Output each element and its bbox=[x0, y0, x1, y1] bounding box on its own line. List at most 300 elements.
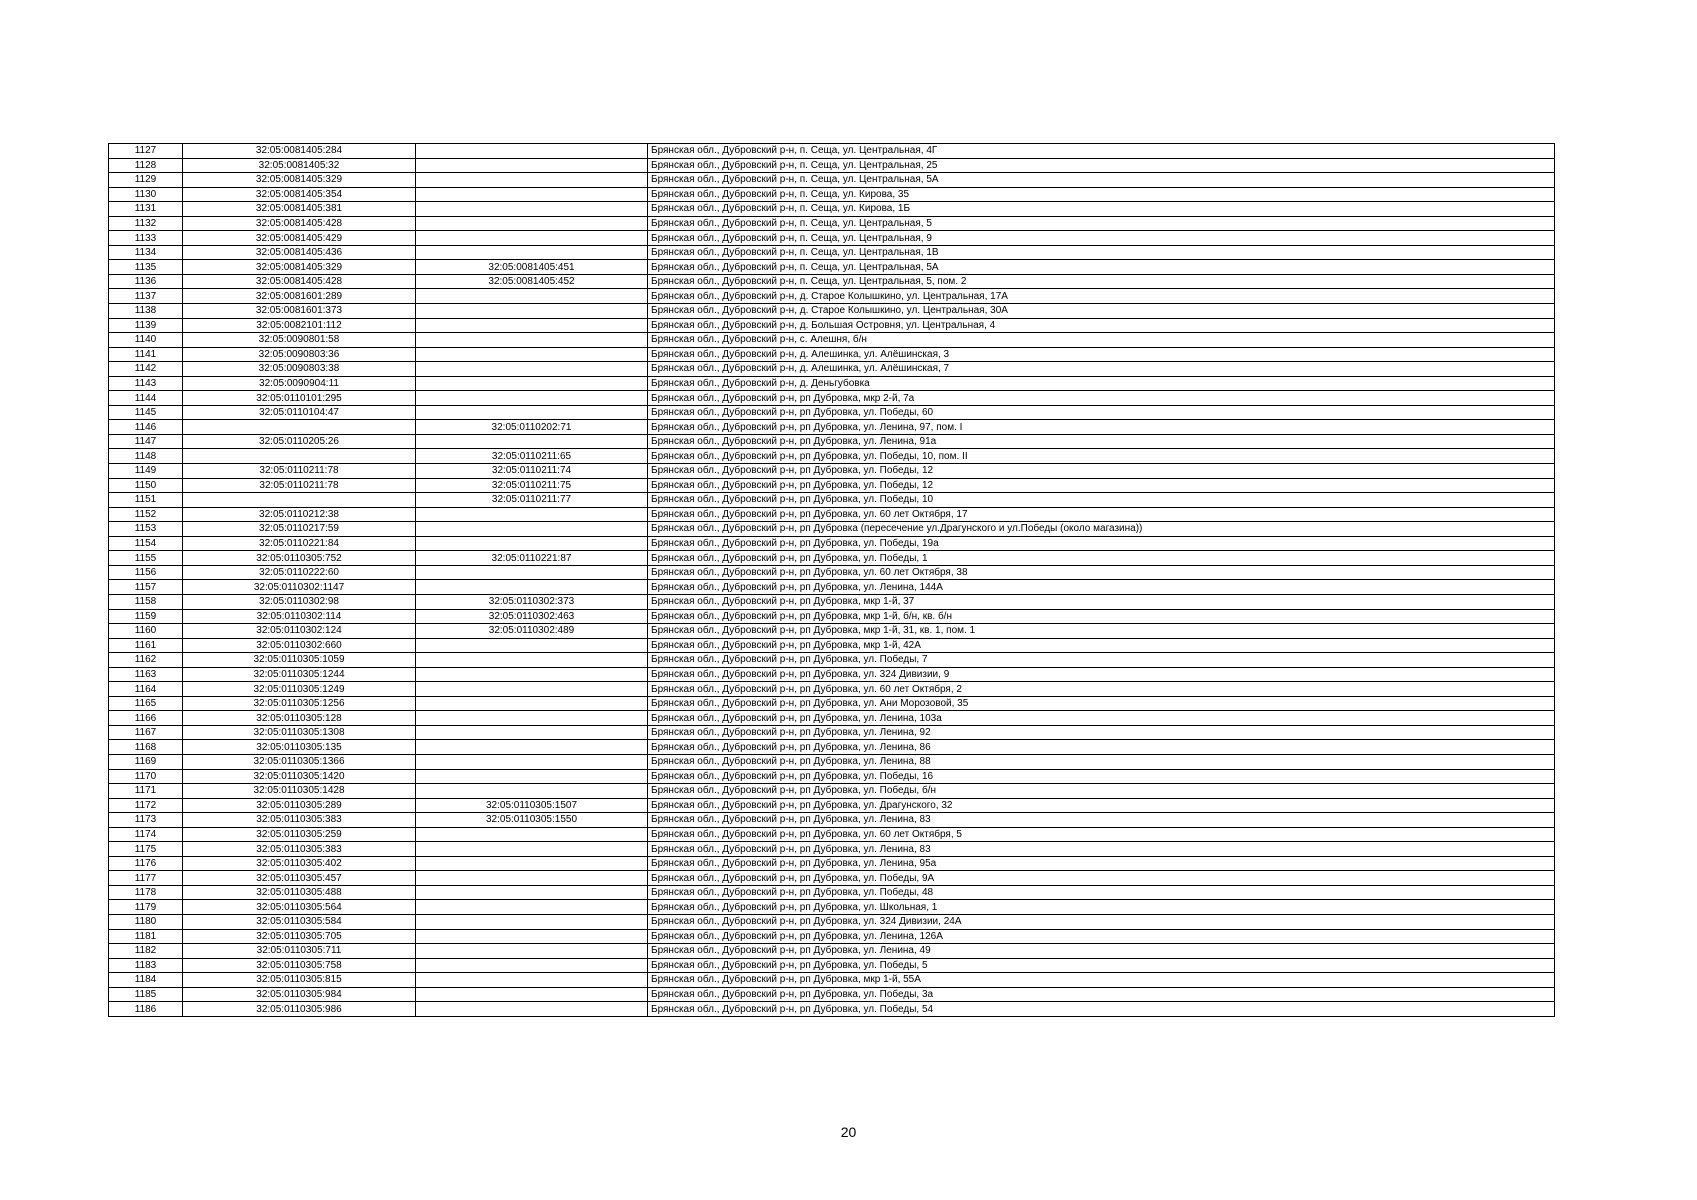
related-cadastral-number-cell: 32:05:0110211:75 bbox=[416, 478, 648, 493]
cadastral-number-cell: 32:05:0110305:705 bbox=[183, 929, 416, 944]
related-cadastral-number-cell bbox=[416, 391, 648, 406]
related-cadastral-number-cell bbox=[416, 158, 648, 173]
table-row bbox=[109, 231, 1555, 246]
row-number-cell: 1165 bbox=[109, 696, 183, 711]
related-cadastral-number-cell bbox=[416, 754, 648, 769]
cadastral-number-cell: 32:05:0110302:124 bbox=[183, 624, 416, 639]
related-cadastral-number-cell bbox=[416, 725, 648, 740]
row-number-cell: 1178 bbox=[109, 885, 183, 900]
address-cell: Брянская обл., Дубровский р-н, рп Дубровка, ул. Ленина, 49 bbox=[648, 944, 1555, 959]
table-row bbox=[109, 304, 1555, 319]
cadastral-number-cell: 32:05:0110302:114 bbox=[183, 609, 416, 624]
cadastral-number-cell bbox=[183, 420, 416, 435]
related-cadastral-number-cell bbox=[416, 347, 648, 362]
address-cell: Брянская обл., Дубровский р-н, рп Дубровка, ул. Победы, б/н bbox=[648, 784, 1555, 799]
address-cell: Брянская обл., Дубровский р-н, рп Дубровка, мкр 1-й, 55А bbox=[648, 973, 1555, 988]
table-row bbox=[109, 754, 1555, 769]
address-cell: Брянская обл., Дубровский р-н, рп Дубровка, ул. 60 лет Октября, 17 bbox=[648, 507, 1555, 522]
related-cadastral-number-cell bbox=[416, 769, 648, 784]
table-row bbox=[109, 784, 1555, 799]
related-cadastral-number-cell bbox=[416, 362, 648, 377]
row-number-cell: 1167 bbox=[109, 725, 183, 740]
related-cadastral-number-cell bbox=[416, 696, 648, 711]
address-cell: Брянская обл., Дубровский р-н, рп Дубровка, ул. Ленина, 92 bbox=[648, 725, 1555, 740]
table-row bbox=[109, 565, 1555, 580]
table-row bbox=[109, 958, 1555, 973]
cadastral-number-cell: 32:05:0110305:1366 bbox=[183, 754, 416, 769]
related-cadastral-number-cell bbox=[416, 231, 648, 246]
row-number-cell: 1146 bbox=[109, 420, 183, 435]
table-row bbox=[109, 653, 1555, 668]
cadastral-number-cell: 32:05:0110302:1147 bbox=[183, 580, 416, 595]
cadastral-number-cell: 32:05:0090803:36 bbox=[183, 347, 416, 362]
registry-table-body bbox=[109, 144, 1555, 1017]
row-number-cell: 1148 bbox=[109, 449, 183, 464]
related-cadastral-number-cell bbox=[416, 914, 648, 929]
table-row bbox=[109, 318, 1555, 333]
address-cell: Брянская обл., Дубровский р-н, п. Сеща, ул. Центральная, 5 bbox=[648, 216, 1555, 231]
row-number-cell: 1159 bbox=[109, 609, 183, 624]
cadastral-number-cell: 32:05:0110305:986 bbox=[183, 1002, 416, 1017]
cadastral-number-cell: 32:05:0110305:1308 bbox=[183, 725, 416, 740]
table-row bbox=[109, 536, 1555, 551]
row-number-cell: 1156 bbox=[109, 565, 183, 580]
table-row bbox=[109, 900, 1555, 915]
row-number-cell: 1134 bbox=[109, 245, 183, 260]
address-cell: Брянская обл., Дубровский р-н, рп Дубровка, ул. Победы, 1 bbox=[648, 551, 1555, 566]
cadastral-number-cell: 32:05:0110302:98 bbox=[183, 594, 416, 609]
address-cell: Брянская обл., Дубровский р-н, рп Дубровка, ул. 324 Дивизии, 9 bbox=[648, 667, 1555, 682]
row-number-cell: 1154 bbox=[109, 536, 183, 551]
row-number-cell: 1131 bbox=[109, 202, 183, 217]
address-cell: Брянская обл., Дубровский р-н, д. Старое Колышкино, ул. Центральная, 17А bbox=[648, 289, 1555, 304]
row-number-cell: 1180 bbox=[109, 914, 183, 929]
address-cell: Брянская обл., Дубровский р-н, рп Дубровка, ул. Победы, 10, пом. II bbox=[648, 449, 1555, 464]
table-row bbox=[109, 638, 1555, 653]
related-cadastral-number-cell bbox=[416, 958, 648, 973]
address-cell: Брянская обл., Дубровский р-н, рп Дубровка, мкр 1-й, 42А bbox=[648, 638, 1555, 653]
related-cadastral-number-cell bbox=[416, 144, 648, 159]
related-cadastral-number-cell bbox=[416, 333, 648, 348]
address-cell: Брянская обл., Дубровский р-н, п. Сеща, ул. Центральная, 4Г bbox=[648, 144, 1555, 159]
row-number-cell: 1173 bbox=[109, 813, 183, 828]
address-cell: Брянская обл., Дубровский р-н, рп Дубровка (пересечение ул.Драгунского и ул.Победы (около магазина)) bbox=[648, 522, 1555, 537]
cadastral-number-cell: 32:05:0110305:457 bbox=[183, 871, 416, 886]
row-number-cell: 1136 bbox=[109, 274, 183, 289]
related-cadastral-number-cell: 32:05:0110302:489 bbox=[416, 624, 648, 639]
row-number-cell: 1177 bbox=[109, 871, 183, 886]
address-cell: Брянская обл., Дубровский р-н, рп Дубровка, ул. Победы, 54 bbox=[648, 1002, 1555, 1017]
table-row bbox=[109, 856, 1555, 871]
cadastral-number-cell: 32:05:0110305:135 bbox=[183, 740, 416, 755]
table-row bbox=[109, 158, 1555, 173]
related-cadastral-number-cell: 32:05:0110211:65 bbox=[416, 449, 648, 464]
row-number-cell: 1144 bbox=[109, 391, 183, 406]
table-row bbox=[109, 944, 1555, 959]
related-cadastral-number-cell bbox=[416, 304, 648, 319]
row-number-cell: 1133 bbox=[109, 231, 183, 246]
table-row bbox=[109, 711, 1555, 726]
address-cell: Брянская обл., Дубровский р-н, д. Деньгубовка bbox=[648, 376, 1555, 391]
related-cadastral-number-cell bbox=[416, 682, 648, 697]
address-cell: Брянская обл., Дубровский р-н, рп Дубровка, ул. Ленина, 103а bbox=[648, 711, 1555, 726]
row-number-cell: 1162 bbox=[109, 653, 183, 668]
address-cell: Брянская обл., Дубровский р-н, рп Дубровка, ул. Ленина, 88 bbox=[648, 754, 1555, 769]
cadastral-number-cell: 32:05:0081405:284 bbox=[183, 144, 416, 159]
address-cell: Брянская обл., Дубровский р-н, рп Дубровка, ул. Победы, 60 bbox=[648, 405, 1555, 420]
row-number-cell: 1170 bbox=[109, 769, 183, 784]
related-cadastral-number-cell bbox=[416, 405, 648, 420]
cadastral-number-cell: 32:05:0110305:383 bbox=[183, 842, 416, 857]
table-row bbox=[109, 551, 1555, 566]
row-number-cell: 1175 bbox=[109, 842, 183, 857]
related-cadastral-number-cell bbox=[416, 842, 648, 857]
table-row bbox=[109, 594, 1555, 609]
address-cell: Брянская обл., Дубровский р-н, рп Дубровка, ул. Ленина, 91а bbox=[648, 434, 1555, 449]
cadastral-number-cell: 32:05:0090803:38 bbox=[183, 362, 416, 377]
cadastral-number-cell: 32:05:0082101:112 bbox=[183, 318, 416, 333]
related-cadastral-number-cell bbox=[416, 507, 648, 522]
row-number-cell: 1153 bbox=[109, 522, 183, 537]
cadastral-number-cell bbox=[183, 449, 416, 464]
registry-table bbox=[108, 143, 1555, 1017]
address-cell: Брянская обл., Дубровский р-н, рп Дубровка, ул. Ленина, 83 bbox=[648, 842, 1555, 857]
cadastral-number-cell: 32:05:0110305:711 bbox=[183, 944, 416, 959]
related-cadastral-number-cell: 32:05:0110211:74 bbox=[416, 464, 648, 479]
cadastral-number-cell: 32:05:0110305:1428 bbox=[183, 784, 416, 799]
related-cadastral-number-cell bbox=[416, 1002, 648, 1017]
table-row bbox=[109, 798, 1555, 813]
address-cell: Брянская обл., Дубровский р-н, п. Сеща, ул. Центральная, 5, пом. 2 bbox=[648, 274, 1555, 289]
address-cell: Брянская обл., Дубровский р-н, рп Дубровка, ул. Победы, 3а bbox=[648, 987, 1555, 1002]
row-number-cell: 1147 bbox=[109, 434, 183, 449]
row-number-cell: 1128 bbox=[109, 158, 183, 173]
cadastral-number-cell: 32:05:0081405:32 bbox=[183, 158, 416, 173]
cadastral-number-cell: 32:05:0110305:128 bbox=[183, 711, 416, 726]
cadastral-number-cell: 32:05:0110217:59 bbox=[183, 522, 416, 537]
table-row bbox=[109, 391, 1555, 406]
address-cell: Брянская обл., Дубровский р-н, рп Дубровка, ул. Школьная, 1 bbox=[648, 900, 1555, 915]
table-row bbox=[109, 842, 1555, 857]
address-cell: Брянская обл., Дубровский р-н, рп Дубровка, ул. Победы, 12 bbox=[648, 478, 1555, 493]
table-row bbox=[109, 929, 1555, 944]
table-row bbox=[109, 885, 1555, 900]
address-cell: Брянская обл., Дубровский р-н, рп Дубровка, ул. Победы, 9А bbox=[648, 871, 1555, 886]
row-number-cell: 1135 bbox=[109, 260, 183, 275]
address-cell: Брянская обл., Дубровский р-н, рп Дубровка, ул. Победы, 48 bbox=[648, 885, 1555, 900]
table-row bbox=[109, 987, 1555, 1002]
cadastral-number-cell: 32:05:0081405:354 bbox=[183, 187, 416, 202]
address-cell: Брянская обл., Дубровский р-н, рп Дубровка, ул. 60 лет Октября, 2 bbox=[648, 682, 1555, 697]
address-cell: Брянская обл., Дубровский р-н, п. Сеща, ул. Центральная, 9 bbox=[648, 231, 1555, 246]
related-cadastral-number-cell bbox=[416, 187, 648, 202]
cadastral-number-cell: 32:05:0110305:488 bbox=[183, 885, 416, 900]
row-number-cell: 1168 bbox=[109, 740, 183, 755]
address-cell: Брянская обл., Дубровский р-н, рп Дубровка, ул. Ленина, 97, пом. I bbox=[648, 420, 1555, 435]
related-cadastral-number-cell bbox=[416, 202, 648, 217]
table-row bbox=[109, 420, 1555, 435]
table-row bbox=[109, 609, 1555, 624]
row-number-cell: 1158 bbox=[109, 594, 183, 609]
row-number-cell: 1164 bbox=[109, 682, 183, 697]
row-number-cell: 1143 bbox=[109, 376, 183, 391]
cadastral-number-cell: 32:05:0110205:26 bbox=[183, 434, 416, 449]
cadastral-number-cell: 32:05:0081601:289 bbox=[183, 289, 416, 304]
cadastral-number-cell: 32:05:0110305:383 bbox=[183, 813, 416, 828]
cadastral-number-cell: 32:05:0110305:1059 bbox=[183, 653, 416, 668]
row-number-cell: 1182 bbox=[109, 944, 183, 959]
table-row bbox=[109, 187, 1555, 202]
table-row bbox=[109, 216, 1555, 231]
cadastral-number-cell: 32:05:0110305:1249 bbox=[183, 682, 416, 697]
row-number-cell: 1176 bbox=[109, 856, 183, 871]
table-row bbox=[109, 522, 1555, 537]
row-number-cell: 1130 bbox=[109, 187, 183, 202]
related-cadastral-number-cell bbox=[416, 856, 648, 871]
address-cell: Брянская обл., Дубровский р-н, рп Дубровка, ул. Победы, 5 bbox=[648, 958, 1555, 973]
address-cell: Брянская обл., Дубровский р-н, рп Дубровка, ул. 324 Дивизии, 24А bbox=[648, 914, 1555, 929]
related-cadastral-number-cell bbox=[416, 653, 648, 668]
address-cell: Брянская обл., Дубровский р-н, рп Дубровка, ул. 60 лет Октября, 38 bbox=[648, 565, 1555, 580]
row-number-cell: 1142 bbox=[109, 362, 183, 377]
cadastral-number-cell: 32:05:0081405:329 bbox=[183, 173, 416, 188]
cadastral-number-cell: 32:05:0110212:38 bbox=[183, 507, 416, 522]
address-cell: Брянская обл., Дубровский р-н, рп Дубровка, ул. Победы, 19а bbox=[648, 536, 1555, 551]
address-cell: Брянская обл., Дубровский р-н, д. Большая Островня, ул. Центральная, 4 bbox=[648, 318, 1555, 333]
related-cadastral-number-cell bbox=[416, 289, 648, 304]
table-row bbox=[109, 827, 1555, 842]
table-row bbox=[109, 580, 1555, 595]
row-number-cell: 1141 bbox=[109, 347, 183, 362]
address-cell: Брянская обл., Дубровский р-н, п. Сеща, ул. Центральная, 1В bbox=[648, 245, 1555, 260]
row-number-cell: 1138 bbox=[109, 304, 183, 319]
related-cadastral-number-cell: 32:05:0110211:77 bbox=[416, 493, 648, 508]
related-cadastral-number-cell bbox=[416, 944, 648, 959]
row-number-cell: 1184 bbox=[109, 973, 183, 988]
row-number-cell: 1160 bbox=[109, 624, 183, 639]
row-number-cell: 1150 bbox=[109, 478, 183, 493]
cadastral-number-cell: 32:05:0110302:660 bbox=[183, 638, 416, 653]
related-cadastral-number-cell: 32:05:0110305:1507 bbox=[416, 798, 648, 813]
related-cadastral-number-cell bbox=[416, 885, 648, 900]
cadastral-number-cell: 32:05:0110101:295 bbox=[183, 391, 416, 406]
address-cell: Брянская обл., Дубровский р-н, п. Сеща, ул. Центральная, 25 bbox=[648, 158, 1555, 173]
cadastral-number-cell: 32:05:0110305:289 bbox=[183, 798, 416, 813]
table-row bbox=[109, 464, 1555, 479]
row-number-cell: 1140 bbox=[109, 333, 183, 348]
cadastral-number-cell: 32:05:0110305:564 bbox=[183, 900, 416, 915]
cadastral-number-cell: 32:05:0081405:436 bbox=[183, 245, 416, 260]
related-cadastral-number-cell: 32:05:0110305:1550 bbox=[416, 813, 648, 828]
table-row bbox=[109, 871, 1555, 886]
cadastral-number-cell: 32:05:0110221:84 bbox=[183, 536, 416, 551]
table-row bbox=[109, 769, 1555, 784]
cadastral-number-cell: 32:05:0081405:429 bbox=[183, 231, 416, 246]
related-cadastral-number-cell bbox=[416, 987, 648, 1002]
related-cadastral-number-cell bbox=[416, 216, 648, 231]
row-number-cell: 1129 bbox=[109, 173, 183, 188]
address-cell: Брянская обл., Дубровский р-н, рп Дубровка, ул. Победы, 10 bbox=[648, 493, 1555, 508]
address-cell: Брянская обл., Дубровский р-н, рп Дубровка, ул. Победы, 7 bbox=[648, 653, 1555, 668]
cadastral-number-cell: 32:05:0090801:58 bbox=[183, 333, 416, 348]
address-cell: Брянская обл., Дубровский р-н, рп Дубровка, ул. Ленина, 95а bbox=[648, 856, 1555, 871]
row-number-cell: 1139 bbox=[109, 318, 183, 333]
cadastral-number-cell: 32:05:0110305:1256 bbox=[183, 696, 416, 711]
related-cadastral-number-cell bbox=[416, 667, 648, 682]
row-number-cell: 1185 bbox=[109, 987, 183, 1002]
row-number-cell: 1132 bbox=[109, 216, 183, 231]
cadastral-number-cell: 32:05:0110211:78 bbox=[183, 478, 416, 493]
related-cadastral-number-cell: 32:05:0110302:463 bbox=[416, 609, 648, 624]
row-number-cell: 1127 bbox=[109, 144, 183, 159]
table-row bbox=[109, 144, 1555, 159]
table-row bbox=[109, 202, 1555, 217]
related-cadastral-number-cell bbox=[416, 929, 648, 944]
table-row bbox=[109, 696, 1555, 711]
address-cell: Брянская обл., Дубровский р-н, рп Дубровка, мкр 1-й, 31, кв. 1, пом. 1 bbox=[648, 624, 1555, 639]
related-cadastral-number-cell bbox=[416, 740, 648, 755]
cadastral-number-cell: 32:05:0110222:60 bbox=[183, 565, 416, 580]
cadastral-number-cell: 32:05:0110305:758 bbox=[183, 958, 416, 973]
cadastral-number-cell: 32:05:0081405:428 bbox=[183, 274, 416, 289]
related-cadastral-number-cell: 32:05:0110202:71 bbox=[416, 420, 648, 435]
address-cell: Брянская обл., Дубровский р-н, д. Старое Колышкино, ул. Центральная, 30А bbox=[648, 304, 1555, 319]
row-number-cell: 1137 bbox=[109, 289, 183, 304]
related-cadastral-number-cell bbox=[416, 973, 648, 988]
related-cadastral-number-cell bbox=[416, 711, 648, 726]
row-number-cell: 1172 bbox=[109, 798, 183, 813]
related-cadastral-number-cell bbox=[416, 580, 648, 595]
related-cadastral-number-cell bbox=[416, 522, 648, 537]
related-cadastral-number-cell: 32:05:0110221:87 bbox=[416, 551, 648, 566]
address-cell: Брянская обл., Дубровский р-н, рп Дубровка, ул. Ленина, 83 bbox=[648, 813, 1555, 828]
related-cadastral-number-cell: 32:05:0081405:451 bbox=[416, 260, 648, 275]
page-number: 20 bbox=[840, 1124, 857, 1140]
table-row bbox=[109, 260, 1555, 275]
table-row bbox=[109, 1002, 1555, 1017]
cadastral-number-cell: 32:05:0110305:402 bbox=[183, 856, 416, 871]
table-row bbox=[109, 914, 1555, 929]
address-cell: Брянская обл., Дубровский р-н, рп Дубровка, ул. Победы, 12 bbox=[648, 464, 1555, 479]
row-number-cell: 1179 bbox=[109, 900, 183, 915]
table-row bbox=[109, 667, 1555, 682]
row-number-cell: 1163 bbox=[109, 667, 183, 682]
related-cadastral-number-cell bbox=[416, 434, 648, 449]
row-number-cell: 1169 bbox=[109, 754, 183, 769]
cadastral-number-cell: 32:05:0110305:584 bbox=[183, 914, 416, 929]
cadastral-number-cell: 32:05:0110305:815 bbox=[183, 973, 416, 988]
related-cadastral-number-cell bbox=[416, 827, 648, 842]
table-row bbox=[109, 289, 1555, 304]
related-cadastral-number-cell: 32:05:0081405:452 bbox=[416, 274, 648, 289]
cadastral-number-cell: 32:05:0110211:78 bbox=[183, 464, 416, 479]
related-cadastral-number-cell bbox=[416, 784, 648, 799]
table-row bbox=[109, 973, 1555, 988]
related-cadastral-number-cell bbox=[416, 318, 648, 333]
row-number-cell: 1157 bbox=[109, 580, 183, 595]
related-cadastral-number-cell bbox=[416, 376, 648, 391]
related-cadastral-number-cell bbox=[416, 173, 648, 188]
address-cell: Брянская обл., Дубровский р-н, п. Сеща, ул. Центральная, 5А bbox=[648, 173, 1555, 188]
row-number-cell: 1171 bbox=[109, 784, 183, 799]
address-cell: Брянская обл., Дубровский р-н, рп Дубровка, ул. Ани Морозовой, 35 bbox=[648, 696, 1555, 711]
address-cell: Брянская обл., Дубровский р-н, рп Дубровка, ул. Драгунского, 32 bbox=[648, 798, 1555, 813]
address-cell: Брянская обл., Дубровский р-н, д. Алешинка, ул. Алёшинская, 3 bbox=[648, 347, 1555, 362]
address-cell: Брянская обл., Дубровский р-н, рп Дубровка, ул. Победы, 16 bbox=[648, 769, 1555, 784]
address-cell: Брянская обл., Дубровский р-н, рп Дубровка, мкр 1-й, б/н, кв. б/н bbox=[648, 609, 1555, 624]
related-cadastral-number-cell bbox=[416, 900, 648, 915]
cadastral-number-cell: 32:05:0110305:259 bbox=[183, 827, 416, 842]
table-row bbox=[109, 274, 1555, 289]
related-cadastral-number-cell bbox=[416, 245, 648, 260]
table-row bbox=[109, 434, 1555, 449]
row-number-cell: 1186 bbox=[109, 1002, 183, 1017]
related-cadastral-number-cell bbox=[416, 871, 648, 886]
table-row bbox=[109, 333, 1555, 348]
table-row bbox=[109, 507, 1555, 522]
table-row bbox=[109, 740, 1555, 755]
row-number-cell: 1174 bbox=[109, 827, 183, 842]
address-cell: Брянская обл., Дубровский р-н, рп Дубровка, ул. Ленина, 144А bbox=[648, 580, 1555, 595]
cadastral-number-cell bbox=[183, 493, 416, 508]
row-number-cell: 1183 bbox=[109, 958, 183, 973]
address-cell: Брянская обл., Дубровский р-н, с. Алешня, б/н bbox=[648, 333, 1555, 348]
table-row bbox=[109, 682, 1555, 697]
row-number-cell: 1166 bbox=[109, 711, 183, 726]
address-cell: Брянская обл., Дубровский р-н, рп Дубровка, мкр 1-й, 37 bbox=[648, 594, 1555, 609]
address-cell: Брянская обл., Дубровский р-н, д. Алешинка, ул. Алёшинская, 7 bbox=[648, 362, 1555, 377]
table-row bbox=[109, 478, 1555, 493]
table-row bbox=[109, 449, 1555, 464]
cadastral-number-cell: 32:05:0081405:329 bbox=[183, 260, 416, 275]
address-cell: Брянская обл., Дубровский р-н, рп Дубровка, мкр 2-й, 7а bbox=[648, 391, 1555, 406]
cadastral-number-cell: 32:05:0090904:11 bbox=[183, 376, 416, 391]
related-cadastral-number-cell: 32:05:0110302:373 bbox=[416, 594, 648, 609]
table-row bbox=[109, 405, 1555, 420]
row-number-cell: 1151 bbox=[109, 493, 183, 508]
table-row bbox=[109, 493, 1555, 508]
cadastral-number-cell: 32:05:0110305:1244 bbox=[183, 667, 416, 682]
cadastral-number-cell: 32:05:0081405:428 bbox=[183, 216, 416, 231]
row-number-cell: 1161 bbox=[109, 638, 183, 653]
table-row bbox=[109, 813, 1555, 828]
address-cell: Брянская обл., Дубровский р-н, п. Сеща, ул. Центральная, 5А bbox=[648, 260, 1555, 275]
cadastral-number-cell: 32:05:0110305:1420 bbox=[183, 769, 416, 784]
row-number-cell: 1145 bbox=[109, 405, 183, 420]
cadastral-number-cell: 32:05:0110305:984 bbox=[183, 987, 416, 1002]
table-row bbox=[109, 245, 1555, 260]
address-cell: Брянская обл., Дубровский р-н, рп Дубровка, ул. Ленина, 126А bbox=[648, 929, 1555, 944]
address-cell: Брянская обл., Дубровский р-н, п. Сеща, ул. Кирова, 1Б bbox=[648, 202, 1555, 217]
table-row bbox=[109, 624, 1555, 639]
row-number-cell: 1152 bbox=[109, 507, 183, 522]
cadastral-number-cell: 32:05:0081601:373 bbox=[183, 304, 416, 319]
table-row bbox=[109, 347, 1555, 362]
related-cadastral-number-cell bbox=[416, 565, 648, 580]
row-number-cell: 1155 bbox=[109, 551, 183, 566]
related-cadastral-number-cell bbox=[416, 536, 648, 551]
table-row bbox=[109, 362, 1555, 377]
cadastral-number-cell: 32:05:0110305:752 bbox=[183, 551, 416, 566]
row-number-cell: 1181 bbox=[109, 929, 183, 944]
address-cell: Брянская обл., Дубровский р-н, рп Дубровка, ул. 60 лет Октября, 5 bbox=[648, 827, 1555, 842]
cadastral-number-cell: 32:05:0081405:381 bbox=[183, 202, 416, 217]
table-row bbox=[109, 173, 1555, 188]
table-row bbox=[109, 725, 1555, 740]
address-cell: Брянская обл., Дубровский р-н, рп Дубровка, ул. Ленина, 86 bbox=[648, 740, 1555, 755]
row-number-cell: 1149 bbox=[109, 464, 183, 479]
related-cadastral-number-cell bbox=[416, 638, 648, 653]
